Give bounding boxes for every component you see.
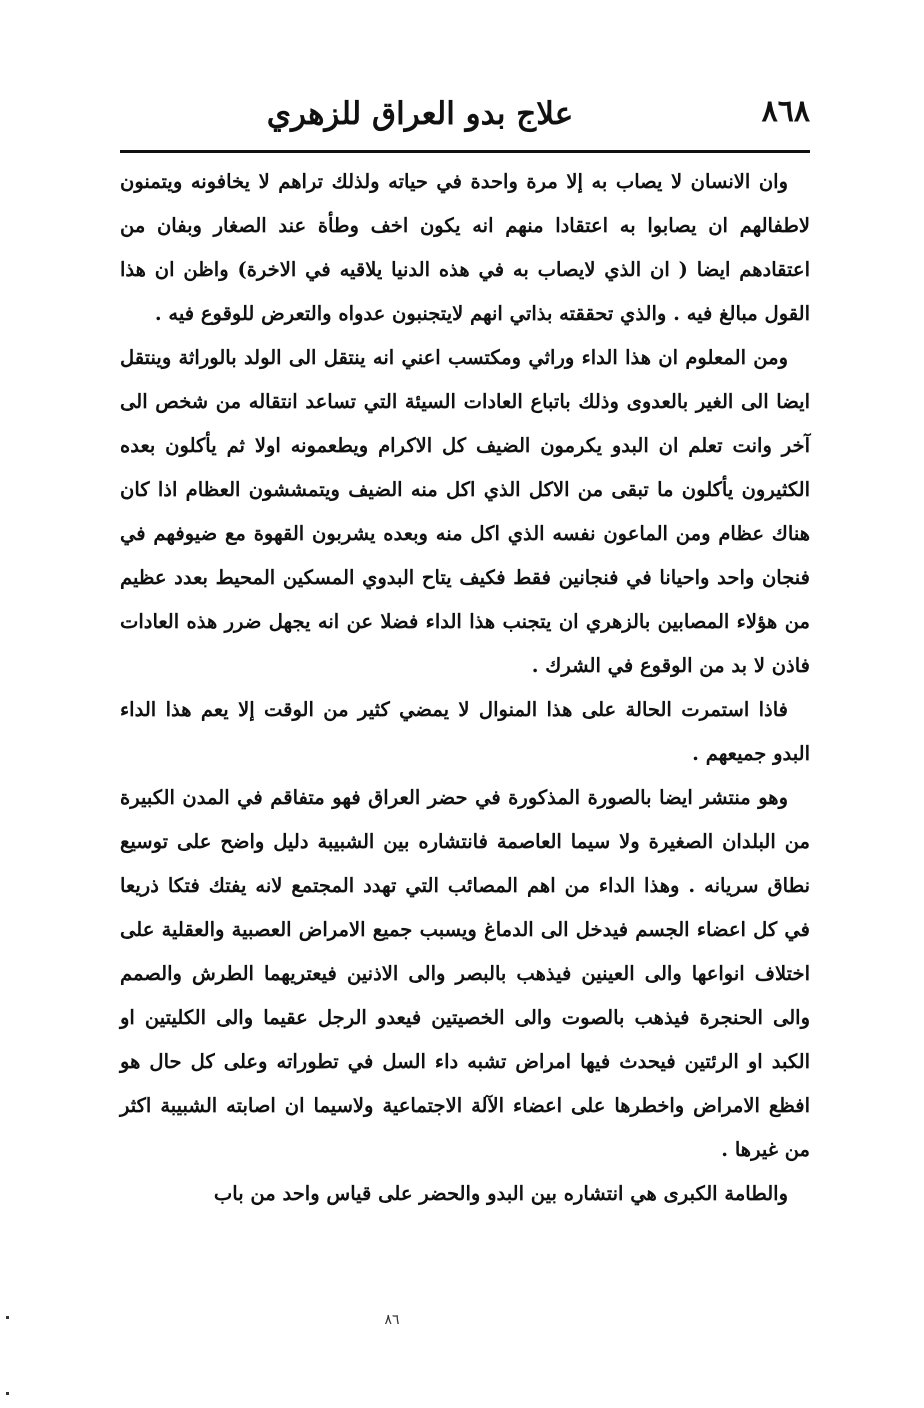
paragraph-3: فاذا استمرت الحالة على هذا المنوال لا يمضي كثير من الوقت إلا يعم هذا الداء البدو جميعهم .: [120, 698, 810, 765]
paragraph-1: وان الانسان لا يصاب به إلا مرة واحدة في حياته ولذلك تراهم لا يخافونه ويتمنون لاطفالهم ان يصابوا به اعتقادا منهم انه يكون اخف وطأة عند الصغار وبفان من اعتقادهم ايضا ( ان الذي لايصاب به في هذه الدنيا يلاقيه في الاخرة) واظن ان هذا القول مبالغ فيه . والذي تحققته بذاتي انهم لايتجنبون عدواه والتعرض للوقوع فيه .: [120, 170, 810, 325]
body-text: [120, 160, 810, 1216]
paragraph-4: وهو منتشر ايضا بالصورة المذكورة في حضر العراق فهو متفاقم في المدن الكبيرة من البلدان الصغيرة ولا سيما العاصمة فانتشاره بين الشبيبة دليل واضح على توسيع نطاق سريانه . وهذا الداء من اهم المصائب التي تهدد المجتمع لانه يفتك فتكا ذريعا في كل اعضاء الجسم فيدخل الى الدماغ ويسبب جميع الامراض العصبية والعقلية على اختلاف انواعها والى العينين فيذهب بالبصر والى الاذنين فيعتريهما الطرش والصمم والى الحنجرة فيذهب بالصوت والى الخصيتين فيعدو الرجل عقيما والى الكليتين او الكبد او الرئتين فيحدث فيها امراض تشبه داء السل في تطوراته وعلى كل حال هو افظع الامراض واخطرها على اعضاء الآلة الاجتماعية ولاسيما ان اصابته الشبيبة اكثر من غيرها .: [120, 786, 810, 1161]
page-number: ٨٦٨: [761, 94, 810, 129]
footer-mark: ٨٦: [384, 1312, 400, 1328]
scan-speck: [6, 1316, 9, 1319]
header-rule: [120, 150, 810, 153]
paragraph-2: ومن المعلوم ان هذا الداء وراثي ومكتسب اعني انه ينتقل الى الولد بالوراثة وينتقل ايضا الى الغير بالعدوى وذلك باتباع العادات السيئة التي تساعد انتقاله من شخص الى آخر وانت تعلم ان البدو يكرمون الضيف كل الاكرام ويطعمونه اولا ثم يأكلون بعده الكثيرون يأكلون ما تبقى من الاكل الذي اكل منه الضيف ويتمششون العظام اذا كان هناك عظام ومن الماعون نفسه الذي اكل منه وبعده يشربون القهوة مع ضيوفهم في فنجان واحد واحيانا في فنجانين فقط فكيف يتاح البدوي المسكين المحيط بعدد عظيم من هؤلاء المصابين بالزهري ان يتجنب هذا الداء فضلا عن انه يجهل ضرر هذه العادات فاذن لا بد من الوقوع في الشرك .: [120, 346, 810, 677]
scan-speck: [6, 1392, 9, 1395]
page-header: [120, 92, 810, 146]
paragraph-5: والطامة الكبرى هي انتشاره بين البدو والحضر على قياس واحد من باب: [213, 1182, 788, 1205]
page-title: علاج بدو العراق للزهري: [266, 96, 574, 132]
